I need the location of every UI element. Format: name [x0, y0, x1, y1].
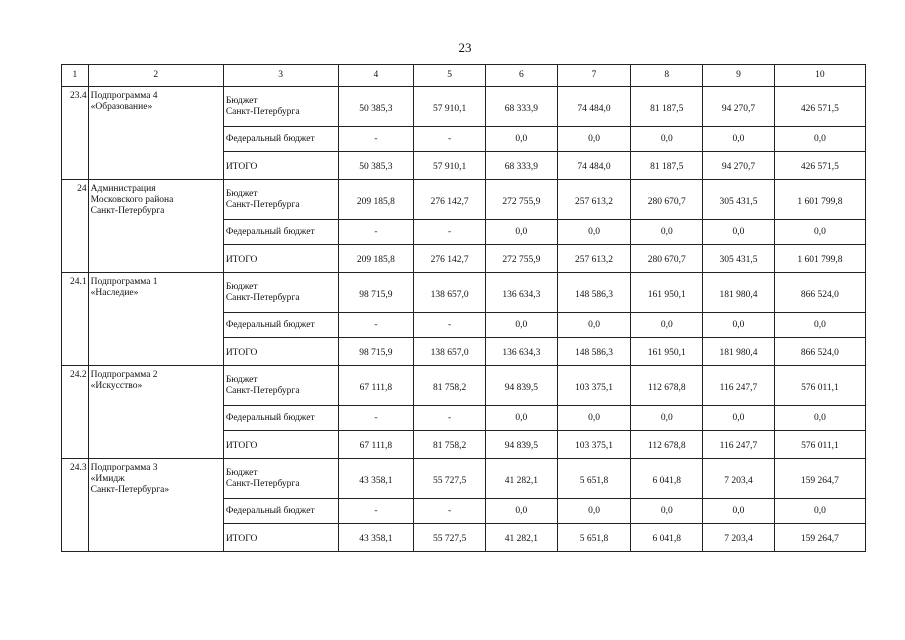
value-cell: 138 657,0	[414, 338, 486, 366]
header-cell: 2	[88, 65, 223, 87]
value-cell: 0,0	[703, 313, 775, 338]
value-cell: 0,0	[631, 313, 703, 338]
header-cell: 4	[338, 65, 414, 87]
funding-source: Бюджет Санкт-Петербурга	[223, 180, 338, 220]
value-cell: 159 264,7	[774, 459, 865, 499]
funding-source: Федеральный бюджет	[223, 406, 338, 431]
table-row	[62, 459, 866, 499]
funding-source: Федеральный бюджет	[223, 220, 338, 245]
value-cell: 74 484,0	[557, 87, 631, 127]
value-cell: 57 910,1	[414, 152, 486, 180]
value-cell: 0,0	[557, 406, 631, 431]
header-cell: 9	[703, 65, 775, 87]
header-cell: 1	[62, 65, 89, 87]
value-cell: 276 142,7	[414, 245, 486, 273]
row-number: 24.2	[62, 366, 89, 459]
value-cell: 426 571,5	[774, 152, 865, 180]
value-cell: 0,0	[485, 406, 557, 431]
value-cell: 94 270,7	[703, 152, 775, 180]
value-cell: 0,0	[485, 220, 557, 245]
value-cell: 0,0	[631, 499, 703, 524]
header-cell: 7	[557, 65, 631, 87]
value-cell: 138 657,0	[414, 273, 486, 313]
value-cell: -	[414, 127, 486, 152]
program-name: Подпрограмма 3 «Имидж Санкт-Петербурга»	[88, 459, 223, 552]
value-cell: 305 431,5	[703, 245, 775, 273]
funding-source: ИТОГО	[223, 524, 338, 552]
program-name: Подпрограмма 4 «Образование»	[88, 87, 223, 180]
funding-source: ИТОГО	[223, 431, 338, 459]
value-cell: 5 651,8	[557, 459, 631, 499]
value-cell: 0,0	[631, 406, 703, 431]
funding-source: Бюджет Санкт-Петербурга	[223, 366, 338, 406]
header-cell: 5	[414, 65, 486, 87]
value-cell: 94 270,7	[703, 87, 775, 127]
value-cell: 257 613,2	[557, 245, 631, 273]
value-cell: -	[338, 406, 414, 431]
value-cell: 74 484,0	[557, 152, 631, 180]
program-name: Подпрограмма 1 «Наследие»	[88, 273, 223, 366]
header-cell: 8	[631, 65, 703, 87]
value-cell: 0,0	[557, 220, 631, 245]
value-cell: 1 601 799,8	[774, 245, 865, 273]
page-number: 23	[458, 40, 472, 55]
value-cell: 148 586,3	[557, 338, 631, 366]
value-cell: 81 187,5	[631, 87, 703, 127]
table-row	[62, 180, 866, 220]
program-name: Подпрограмма 2 «Искусство»	[88, 366, 223, 459]
funding-source: Федеральный бюджет	[223, 313, 338, 338]
value-cell: 67 111,8	[338, 366, 414, 406]
value-cell: 5 651,8	[557, 524, 631, 552]
value-cell: 136 634,3	[485, 273, 557, 313]
value-cell: 43 358,1	[338, 524, 414, 552]
funding-source: Федеральный бюджет	[223, 499, 338, 524]
value-cell: 94 839,5	[485, 366, 557, 406]
funding-source: ИТОГО	[223, 245, 338, 273]
value-cell: 148 586,3	[557, 273, 631, 313]
value-cell: 161 950,1	[631, 338, 703, 366]
value-cell: -	[338, 127, 414, 152]
value-cell: 50 385,3	[338, 87, 414, 127]
value-cell: -	[338, 220, 414, 245]
value-cell: 68 333,9	[485, 87, 557, 127]
value-cell: 305 431,5	[703, 180, 775, 220]
value-cell: 41 282,1	[485, 524, 557, 552]
value-cell: 0,0	[703, 406, 775, 431]
value-cell: 0,0	[703, 220, 775, 245]
value-cell: 0,0	[631, 220, 703, 245]
value-cell: 0,0	[557, 499, 631, 524]
value-cell: 280 670,7	[631, 245, 703, 273]
row-number: 23.4	[62, 87, 89, 180]
value-cell: 576 011,1	[774, 366, 865, 406]
value-cell: -	[414, 406, 486, 431]
value-cell: 0,0	[774, 499, 865, 524]
value-cell: 81 758,2	[414, 431, 486, 459]
value-cell: 41 282,1	[485, 459, 557, 499]
value-cell: -	[414, 313, 486, 338]
value-cell: 276 142,7	[414, 180, 486, 220]
value-cell: -	[338, 499, 414, 524]
value-cell: 112 678,8	[631, 431, 703, 459]
value-cell: 112 678,8	[631, 366, 703, 406]
value-cell: 0,0	[485, 499, 557, 524]
value-cell: 0,0	[774, 220, 865, 245]
value-cell: 161 950,1	[631, 273, 703, 313]
value-cell: 0,0	[703, 499, 775, 524]
value-cell: 136 634,3	[485, 338, 557, 366]
value-cell: -	[414, 220, 486, 245]
budget-table	[61, 64, 866, 552]
value-cell: 116 247,7	[703, 431, 775, 459]
row-number: 24	[62, 180, 89, 273]
value-cell: 257 613,2	[557, 180, 631, 220]
value-cell: 94 839,5	[485, 431, 557, 459]
value-cell: 181 980,4	[703, 338, 775, 366]
value-cell: 0,0	[774, 406, 865, 431]
header-cell: 6	[485, 65, 557, 87]
value-cell: 272 755,9	[485, 180, 557, 220]
table-row	[62, 87, 866, 127]
value-cell: 209 185,8	[338, 180, 414, 220]
value-cell: 55 727,5	[414, 524, 486, 552]
value-cell: 280 670,7	[631, 180, 703, 220]
row-number: 24.1	[62, 273, 89, 366]
header-cell: 3	[223, 65, 338, 87]
value-cell: 6 041,8	[631, 524, 703, 552]
table-body	[62, 87, 866, 552]
row-number: 24.3	[62, 459, 89, 552]
value-cell: 116 247,7	[703, 366, 775, 406]
value-cell: 1 601 799,8	[774, 180, 865, 220]
funding-source: Бюджет Санкт-Петербурга	[223, 273, 338, 313]
value-cell: 103 375,1	[557, 431, 631, 459]
value-cell: 576 011,1	[774, 431, 865, 459]
value-cell: 6 041,8	[631, 459, 703, 499]
value-cell: 43 358,1	[338, 459, 414, 499]
value-cell: 55 727,5	[414, 459, 486, 499]
program-name: Администрация Московского района Санкт-Петербурга	[88, 180, 223, 273]
funding-source: ИТОГО	[223, 152, 338, 180]
value-cell: 426 571,5	[774, 87, 865, 127]
header-row	[62, 65, 866, 87]
value-cell: 209 185,8	[338, 245, 414, 273]
value-cell: -	[414, 499, 486, 524]
funding-source: ИТОГО	[223, 338, 338, 366]
value-cell: 272 755,9	[485, 245, 557, 273]
value-cell: 866 524,0	[774, 338, 865, 366]
funding-source: Бюджет Санкт-Петербурга	[223, 459, 338, 499]
table-row	[62, 366, 866, 406]
value-cell: -	[338, 313, 414, 338]
value-cell: 81 187,5	[631, 152, 703, 180]
value-cell: 0,0	[774, 127, 865, 152]
value-cell: 181 980,4	[703, 273, 775, 313]
value-cell: 0,0	[557, 313, 631, 338]
funding-source: Федеральный бюджет	[223, 127, 338, 152]
value-cell: 866 524,0	[774, 273, 865, 313]
value-cell: 0,0	[774, 313, 865, 338]
value-cell: 98 715,9	[338, 273, 414, 313]
value-cell: 0,0	[485, 313, 557, 338]
value-cell: 103 375,1	[557, 366, 631, 406]
value-cell: 7 203,4	[703, 524, 775, 552]
value-cell: 57 910,1	[414, 87, 486, 127]
value-cell: 0,0	[485, 127, 557, 152]
table-row	[62, 273, 866, 313]
value-cell: 98 715,9	[338, 338, 414, 366]
value-cell: 50 385,3	[338, 152, 414, 180]
value-cell: 159 264,7	[774, 524, 865, 552]
value-cell: 67 111,8	[338, 431, 414, 459]
value-cell: 7 203,4	[703, 459, 775, 499]
header-cell: 10	[774, 65, 865, 87]
value-cell: 68 333,9	[485, 152, 557, 180]
value-cell: 0,0	[631, 127, 703, 152]
value-cell: 0,0	[557, 127, 631, 152]
value-cell: 0,0	[703, 127, 775, 152]
funding-source: Бюджет Санкт-Петербурга	[223, 87, 338, 127]
value-cell: 81 758,2	[414, 366, 486, 406]
